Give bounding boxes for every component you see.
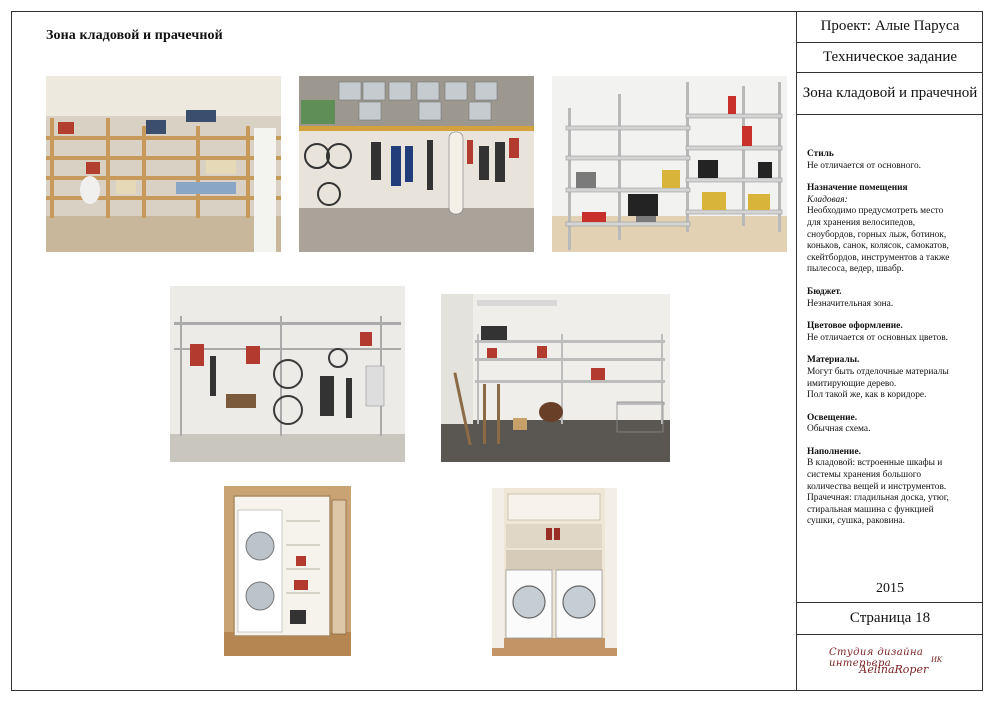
spec-section-contents xyxy=(807,447,975,528)
spec-line: Пол такой же, как в коридоре. xyxy=(807,390,927,401)
spec-heading: Стиль xyxy=(807,149,834,159)
spec-heading: Бюджет. xyxy=(807,286,842,297)
spec-body xyxy=(797,115,983,603)
spec-heading: Материалы. xyxy=(807,355,860,366)
spec-line: Не отличается от основного. xyxy=(807,160,922,171)
spec-heading: Наполнение. xyxy=(807,446,861,457)
spec-line: количества вещей и инструментов. xyxy=(807,481,947,492)
spec-section-budget xyxy=(807,287,975,310)
spec-line: системы хранения большого xyxy=(807,470,922,481)
spec-heading: Назначение помещения xyxy=(807,183,908,194)
photo-basement-wire-shelving xyxy=(441,294,670,462)
spec-line: пылесоса, ведер, швабр. xyxy=(807,264,904,275)
spec-line: Обычная схема. xyxy=(807,424,871,435)
photo-closet-stacked-washer xyxy=(224,486,351,656)
spec-heading: Освещение. xyxy=(807,412,858,423)
spec-line: Прачечная: гладильная доска, утюг, xyxy=(807,493,949,504)
spec-line: имитирующие дерево. xyxy=(807,378,897,389)
spec-line: Необходимо предусмотреть место xyxy=(807,206,944,217)
logo-line-2: АelinaRoper xyxy=(859,663,929,676)
spec-line: Незначительная зона. xyxy=(807,298,894,309)
photo-laundry-niche xyxy=(492,488,617,656)
spec-section-colors xyxy=(807,321,975,344)
spec-line: стиральная машина с функцией xyxy=(807,504,934,515)
project-title: Проект: Алые Паруса xyxy=(797,11,983,43)
spec-line: Не отличается от основных цветов. xyxy=(807,332,949,343)
spec-section-lighting xyxy=(807,413,975,436)
spec-line: коньков, санок, колясок, самокатов, xyxy=(807,241,949,252)
spec-subheading: Кладовая: xyxy=(807,194,848,205)
page-title: Зона кладовой и прачечной xyxy=(46,28,223,43)
year-label: 2015 xyxy=(876,581,904,596)
zone-title: Зона кладовой и прачечной xyxy=(797,73,983,115)
photo-wall-rack-sports xyxy=(170,286,405,462)
info-sidebar xyxy=(796,11,983,691)
spec-line: для хранения велосипедов, xyxy=(807,217,916,228)
page-number: Страница 18 xyxy=(797,603,983,635)
spec-line: сушки, сушка, раковина. xyxy=(807,516,905,527)
photo-corner-metal-shelving xyxy=(552,76,787,252)
photo-garage-wall-storage xyxy=(299,76,534,252)
spec-line: сноубордов, горных лыж, ботинок, xyxy=(807,229,947,240)
spec-section-style xyxy=(807,149,975,172)
spec-section-purpose xyxy=(807,183,975,276)
studio-logo xyxy=(797,635,983,691)
photo-wood-shelving-pantry xyxy=(46,76,281,252)
spec-line: В кладовой: встроенные шкафы и xyxy=(807,458,943,469)
spec-line: Могут быть отделочные материалы xyxy=(807,366,949,377)
spec-heading: Цветовое оформление. xyxy=(807,321,903,332)
spec-section-materials xyxy=(807,355,975,401)
logo-line-1: Студия дизайна интерьера xyxy=(829,647,924,669)
document-type: Техническое задание xyxy=(797,43,983,73)
spec-line: скейтбордов, инструментов а также xyxy=(807,252,950,263)
logo-mark: ИК xyxy=(931,655,943,664)
